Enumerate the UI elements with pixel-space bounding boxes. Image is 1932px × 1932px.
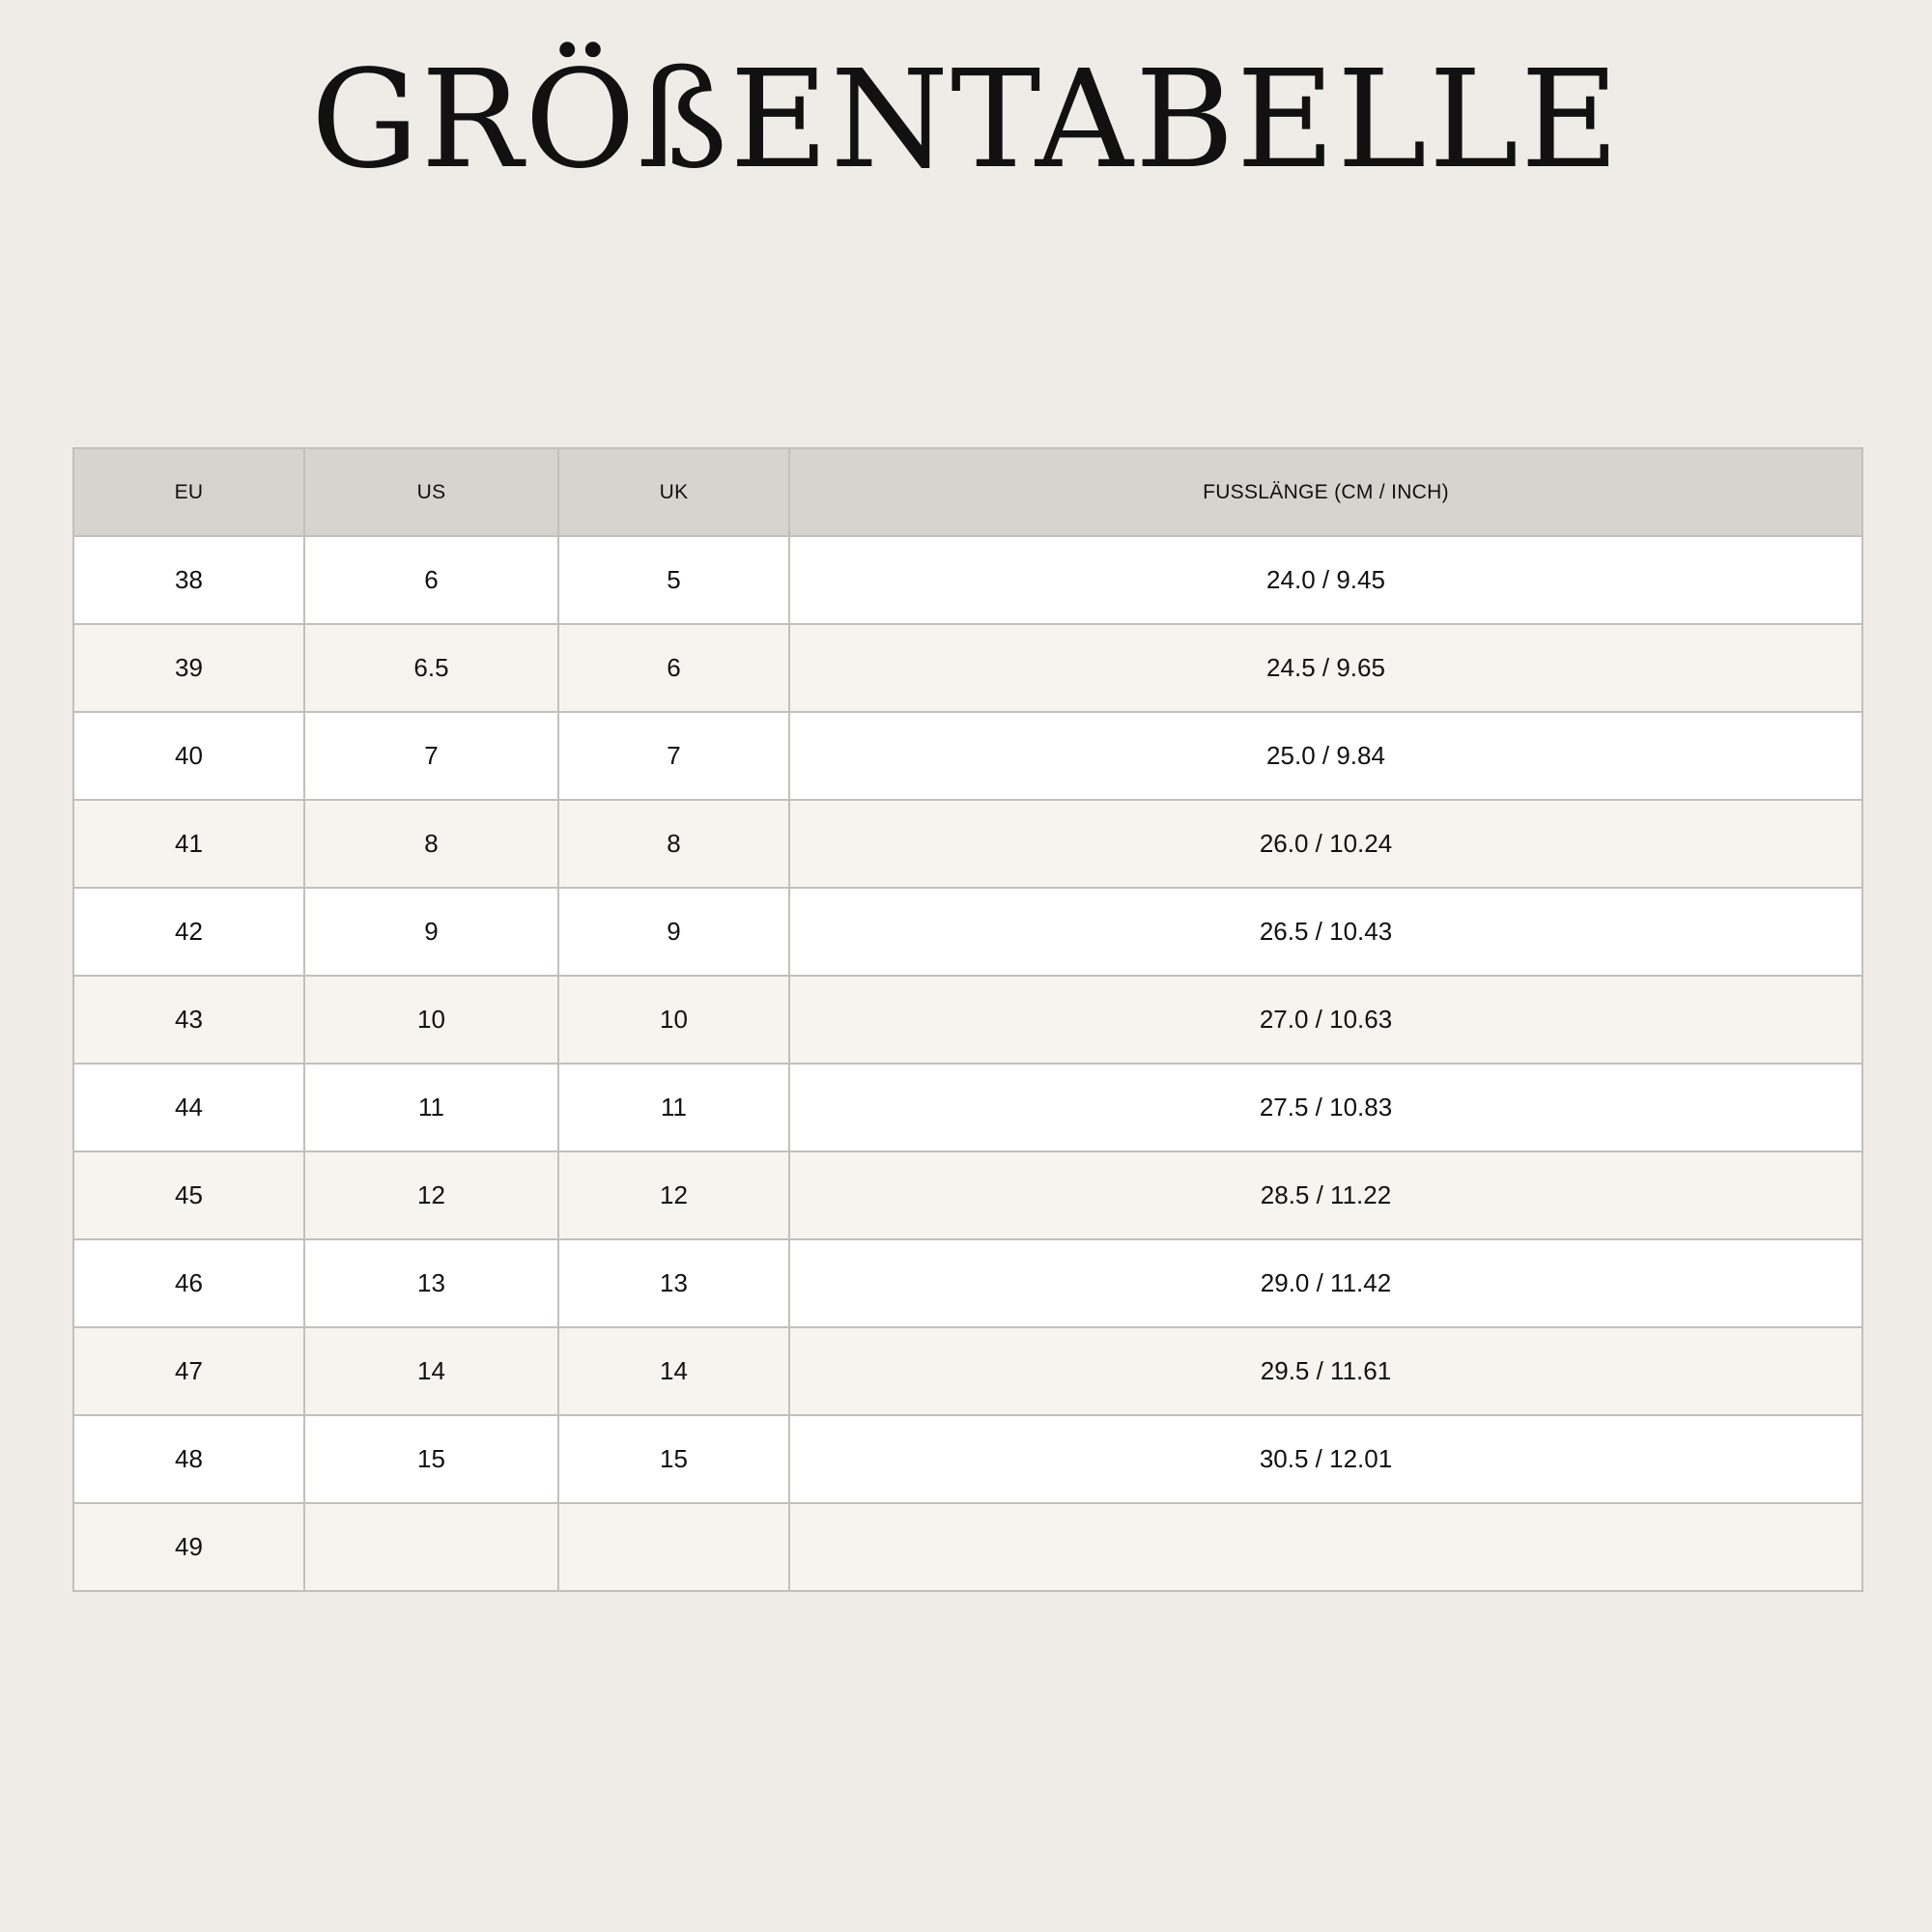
- foot-length-cell: 26.5 / 10.43: [789, 888, 1862, 976]
- foot-length-cell: 29.0 / 11.42: [789, 1239, 1862, 1327]
- table-row: [73, 712, 1862, 800]
- column-header-foot-length: FUSSLÄNGE (CM / INCH): [789, 448, 1862, 536]
- uk-size-cell: 8: [558, 800, 789, 888]
- table-row: [73, 624, 1862, 712]
- eu-size-cell: 41: [73, 800, 304, 888]
- uk-size-cell: 13: [558, 1239, 789, 1327]
- table-row: [73, 1151, 1862, 1239]
- eu-size-cell: 47: [73, 1327, 304, 1415]
- eu-size-cell: 40: [73, 712, 304, 800]
- us-size-cell: 7: [304, 712, 558, 800]
- table-body: [73, 536, 1862, 1591]
- us-size-cell: 6.5: [304, 624, 558, 712]
- table-row: [73, 800, 1862, 888]
- foot-length-cell: 30.5 / 12.01: [789, 1415, 1862, 1503]
- table-row: [73, 536, 1862, 624]
- table-row: [73, 1064, 1862, 1151]
- uk-size-cell: 6: [558, 624, 789, 712]
- eu-size-cell: 45: [73, 1151, 304, 1239]
- foot-length-cell: 25.0 / 9.84: [789, 712, 1862, 800]
- eu-size-cell: 38: [73, 536, 304, 624]
- uk-size-cell: 15: [558, 1415, 789, 1503]
- uk-size-cell: 9: [558, 888, 789, 976]
- uk-size-cell: 11: [558, 1064, 789, 1151]
- eu-size-cell: 46: [73, 1239, 304, 1327]
- us-size-cell: 15: [304, 1415, 558, 1503]
- eu-size-cell: 42: [73, 888, 304, 976]
- uk-size-cell: 12: [558, 1151, 789, 1239]
- eu-size-cell: 49: [73, 1503, 304, 1591]
- eu-size-cell: 44: [73, 1064, 304, 1151]
- column-header-uk: UK: [558, 448, 789, 536]
- table-row: [73, 1415, 1862, 1503]
- uk-size-cell: 10: [558, 976, 789, 1064]
- eu-size-cell: 43: [73, 976, 304, 1064]
- eu-size-cell: 48: [73, 1415, 304, 1503]
- us-size-cell: 13: [304, 1239, 558, 1327]
- us-size-cell: 9: [304, 888, 558, 976]
- uk-size-cell: 7: [558, 712, 789, 800]
- us-size-cell: 14: [304, 1327, 558, 1415]
- foot-length-cell: 29.5 / 11.61: [789, 1327, 1862, 1415]
- foot-length-cell: [789, 1503, 1862, 1591]
- foot-length-cell: 27.5 / 10.83: [789, 1064, 1862, 1151]
- foot-length-cell: 24.0 / 9.45: [789, 536, 1862, 624]
- table-header-row: [73, 448, 1862, 536]
- foot-length-cell: 27.0 / 10.63: [789, 976, 1862, 1064]
- column-header-eu: EU: [73, 448, 304, 536]
- table-row: [73, 976, 1862, 1064]
- uk-size-cell: 5: [558, 536, 789, 624]
- size-chart-table: [72, 447, 1863, 1592]
- table-row: [73, 1503, 1862, 1591]
- foot-length-cell: 26.0 / 10.24: [789, 800, 1862, 888]
- us-size-cell: [304, 1503, 558, 1591]
- us-size-cell: 10: [304, 976, 558, 1064]
- us-size-cell: 11: [304, 1064, 558, 1151]
- uk-size-cell: [558, 1503, 789, 1591]
- uk-size-cell: 14: [558, 1327, 789, 1415]
- us-size-cell: 12: [304, 1151, 558, 1239]
- table-row: [73, 1327, 1862, 1415]
- eu-size-cell: 39: [73, 624, 304, 712]
- foot-length-cell: 24.5 / 9.65: [789, 624, 1862, 712]
- table-row: [73, 888, 1862, 976]
- foot-length-cell: 28.5 / 11.22: [789, 1151, 1862, 1239]
- column-header-us: US: [304, 448, 558, 536]
- table-row: [73, 1239, 1862, 1327]
- us-size-cell: 6: [304, 536, 558, 624]
- page-title: GRÖßENTABELLE: [310, 42, 1622, 199]
- us-size-cell: 8: [304, 800, 558, 888]
